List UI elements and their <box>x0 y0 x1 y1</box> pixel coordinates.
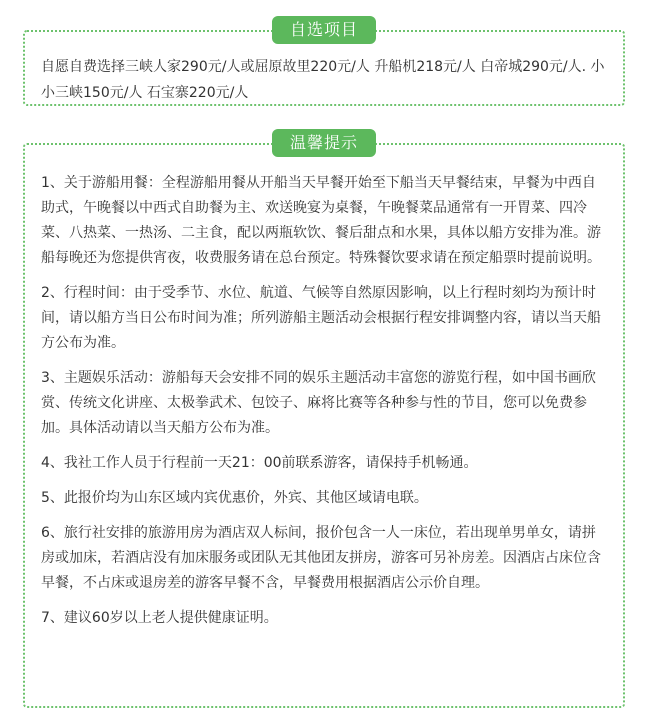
optional-items-title: 自选项目 <box>272 16 376 44</box>
tip-item: 1、关于游船用餐：全程游船用餐从开船当天早餐开始至下船当天早餐结束，早餐为中西自助式，午晚餐以中西式自助餐为主、欢送晚宴为桌餐，午晚餐菜品通常有一开胃菜、四冷菜、八热菜、一热汤、二主食，配以两瓶软饮、餐后甜点和水果，具体以船方安排为准。游船每晚还为您提供宵夜，收费服务请在总台预定。特殊餐饮要求请在预定船票时提前说明。 <box>41 175 601 266</box>
optional-items-panel <box>23 20 625 106</box>
tip-item: 7、建议60岁以上老人提供健康证明。 <box>41 610 278 626</box>
tip-item: 4、我社工作人员于行程前一天21：00前联系游客，请保持手机畅通。 <box>41 455 478 471</box>
tips-title: 温馨提示 <box>272 129 376 157</box>
optional-items-text: 自愿自费选择三峡人家290元/人或屈原故里220元/人 升船机218元/人 白帝城290元/人. 小小三峡150元/人 石宝寨220元/人 <box>41 59 605 101</box>
tips-list <box>41 171 609 631</box>
tip-item: 5、此报价均为山东区域内宾优惠价，外宾、其他区域请电联。 <box>41 490 428 506</box>
tip-item: 6、旅行社安排的旅游用房为酒店双人标间，报价包含一人一床位，若出现单男单女，请拼房或加床，若酒店没有加床服务或团队无其他团友拼房，游客可另补房差。因酒店占床位含早餐，不占床或退房差的游客早餐不含，早餐费用根据酒店公示价自理。 <box>41 525 601 591</box>
tips-panel <box>23 133 625 708</box>
tip-item: 3、主题娱乐活动：游船每天会安排不同的娱乐主题活动丰富您的游览行程，如中国书画欣赏、传统文化讲座、太极拳武术、包饺子、麻将比赛等各种参与性的节目，您可以免费参加。具体活动请以当天船方公布为准。 <box>41 370 596 436</box>
tip-item: 2、行程时间：由于受季节、水位、航道、气候等自然原因影响，以上行程时刻均为预计时间，请以船方当日公布时间为准；所列游船主题活动会根据行程安排调整内容，请以当天船方公布为准。 <box>41 285 601 351</box>
